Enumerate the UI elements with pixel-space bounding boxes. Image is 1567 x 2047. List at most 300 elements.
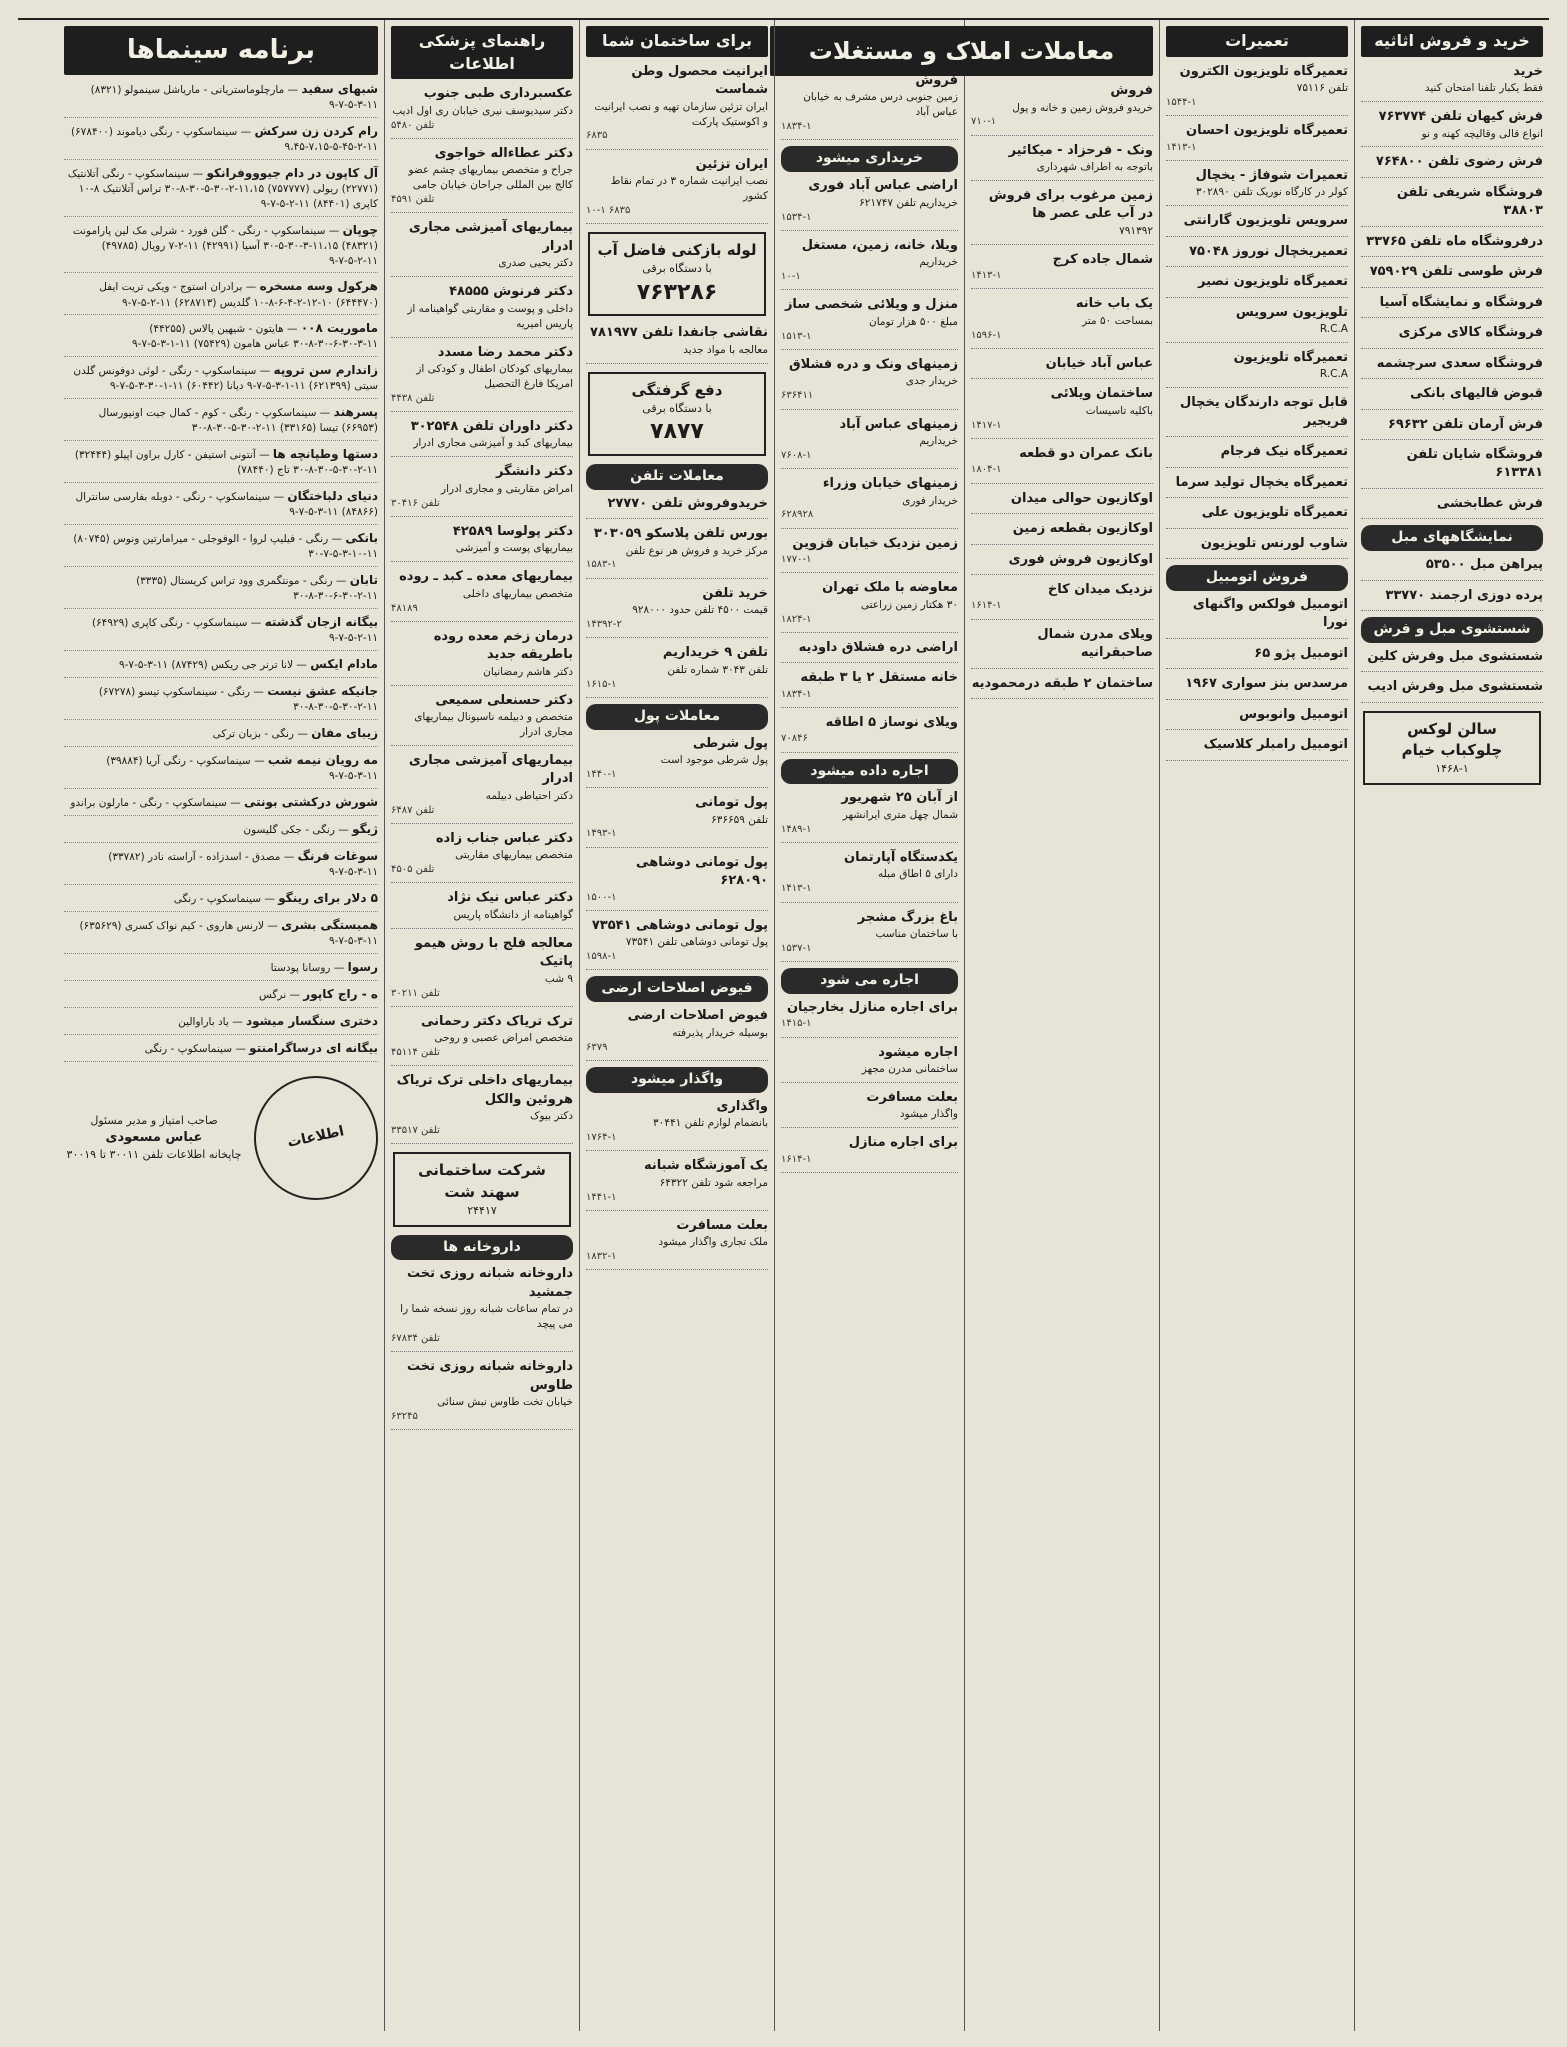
ad-title: ترک تریاک دکتر رحمانی <box>420 1013 573 1029</box>
cinema-listing <box>64 572 378 609</box>
ad-title: فیوض اصلاحات ارضی <box>627 1008 768 1024</box>
ad-body: خریدو فروش زمین و خانه و پول <box>1012 101 1153 114</box>
realestate2-ad <box>971 551 1153 575</box>
film-details: — آنتونی استیفن - کارل براون اپیلو (۳۲۴۴۴) ۱۱-۲-۳۰-۵-۳۰-۸-۳۰ تاج (۷۸۴۴۰) <box>74 449 378 477</box>
ad-body: قیمت ۴۵۰۰ تلفن حدود ۹۲۸۰۰۰ <box>632 604 768 617</box>
restaurant-box <box>1363 711 1541 785</box>
medical-ad <box>391 830 573 884</box>
cinema-listing <box>64 821 378 843</box>
film-title: آل کاپون در دام جیوووفرانکو <box>206 165 378 180</box>
ad-body: بانضمام لوازم تلفن ۳۰۴۴۱ <box>653 1117 768 1130</box>
buy-ad <box>781 296 958 350</box>
ad-body: بوسیله خریدار پذیرفته <box>672 1026 768 1039</box>
ad-title: زمین مرغوب برای فروش در آب علی عصر ها <box>988 187 1153 222</box>
ad-title: برای اجاره منازل بخارجیان <box>786 999 958 1015</box>
ad-body: ۹ شب <box>544 972 573 985</box>
assign-ad <box>586 1157 768 1211</box>
antiques-ad <box>1361 294 1543 318</box>
section-header-land: فیوض اصلاحات ارضی <box>586 976 768 1002</box>
company-line2: سهند شت <box>444 1182 520 1201</box>
header-spacer <box>781 26 958 72</box>
ad-title: پول شرطی <box>692 735 768 751</box>
ad-code: ۱۴۹۳-۱ <box>586 828 617 840</box>
section-header-furniture: نمایشگاههای مبل <box>1361 525 1543 551</box>
ad-title: داروخانه شبانه روزی تخت جمشید <box>407 1266 573 1300</box>
ad-body: کولر در کارگاه نوریک تلفن ۳۰۲۸۹۰ <box>1195 186 1348 199</box>
ad-code: ۱۸۰۴-۱ <box>971 464 1002 476</box>
ad-code: ۶۳۲۴۵ <box>391 1411 418 1423</box>
ad-body: خریدار جدی <box>905 375 958 388</box>
ad-title: فروشگاه شریفی تلفن ۳۸۸۰۳ <box>1396 184 1543 219</box>
film-details: — رنگی - جکی گلیسون <box>243 823 353 836</box>
ad-code: ۷۰۸۴۶ <box>781 733 808 745</box>
ad-code: ۱۴۱۵-۱ <box>781 1018 812 1030</box>
ad-title: فرش طوسی تلفن ۷۵۹۰۲۹ <box>1369 264 1543 280</box>
realestate2-ad <box>971 520 1153 544</box>
film-title: شبهای سفید <box>301 81 378 96</box>
ad-title: ونک - فرحزاد - میکائیر <box>1008 142 1153 158</box>
ad-title: درفروشگاه ماه تلفن ۳۳۷۶۵ <box>1366 233 1543 249</box>
realestate2-ad <box>971 581 1153 620</box>
repairs-list <box>1166 63 1348 559</box>
ad-title: زمین نزدیک خیابان قزوین <box>792 535 958 551</box>
repairs-ad <box>1166 212 1348 236</box>
wash-list <box>1361 648 1543 703</box>
section-header-construction: برای ساختمان شما <box>586 26 768 57</box>
antiques-ad <box>1361 184 1543 227</box>
wanted-ad <box>781 1044 958 1083</box>
buy-ad <box>781 416 958 470</box>
ad-code: ۶۲۸۹۲۸ <box>781 509 814 521</box>
film-title: بانکی <box>345 531 378 546</box>
repairs-ad <box>1166 349 1348 388</box>
ad-code: ۱۶۱۴-۱ <box>971 600 1002 612</box>
ad-code: ۱۴۱۳-۱ <box>781 883 812 895</box>
ad-code: تلفن ۶۷۸۳۴ <box>391 1333 440 1345</box>
ad-code: تلفن ۳۰۲۱۱ <box>391 987 440 999</box>
sale-ad <box>781 72 958 140</box>
money-ad <box>586 854 768 911</box>
medical-ad <box>391 418 573 457</box>
film-title: زاندارم سن تروپه <box>273 363 378 378</box>
film-title: جانیکه عشق نیست <box>267 683 378 698</box>
film-details: — رنگی - بزبان ترکی <box>212 727 312 740</box>
company-line1: شرکت ساختمانی <box>418 1161 546 1180</box>
assign-ad <box>586 1217 768 1271</box>
phone-list <box>586 495 768 698</box>
film-details: — سینماسکوپ - رنگی - لوئی دوفونس گلدن سیتی (۶۲۱۳۹۹) ۱۱-۱-۳-۵-۷-۹ دیانا (۶۰۴۴۲) ۱۱-۱-۳۰-۳-۵-۷-۹ <box>73 365 378 393</box>
ad-title: اتومبیل فولکس واگنهای نورا <box>1192 596 1348 631</box>
construction-ad <box>586 63 768 150</box>
ad-body: انواع قالی وقالیچه کهنه و نو <box>1421 127 1543 140</box>
antiques-ad <box>1361 263 1543 287</box>
afterbox-ad <box>586 324 768 363</box>
ad-title: درمان زخم معده روده باطریقه جدید <box>433 628 573 663</box>
medical-ad <box>391 283 573 337</box>
film-title: رسوا <box>347 959 378 974</box>
ad-title: شستشوی مبل وفرش کلین <box>1367 648 1543 664</box>
ad-title: تعمیریخچال نوروز ۷۵۰۴۸ <box>1189 243 1348 259</box>
ad-title: تلویزیون سرویس <box>1235 304 1348 320</box>
ad-code: ۱۰-۱ ۶۸۳۵ <box>586 204 631 216</box>
section-header-wanted: اجاره می شود <box>781 968 958 994</box>
ad-title: فروش <box>1110 83 1153 99</box>
ad-title: اوکازیون فروش فوری <box>1008 551 1153 567</box>
rent-list <box>781 789 958 962</box>
money-ad <box>586 735 768 789</box>
ad-title: یک باب خانه <box>1075 296 1153 312</box>
section-header-repairs: تعمیرات <box>1166 26 1348 57</box>
buy-ad <box>781 177 958 231</box>
antiques-ad <box>1361 233 1543 257</box>
masthead-footer <box>64 1068 378 1208</box>
ad-title: ویلای نوساز ۵ اطاقه <box>825 714 958 730</box>
realestate2-ad <box>971 675 1153 699</box>
ad-body: دارای ۵ اطاق مبله <box>878 868 958 881</box>
cinema-listing <box>64 890 378 912</box>
ad-title: تعمیرات شوفاژ - یخچال <box>1195 167 1348 183</box>
furniture-list <box>1361 556 1543 611</box>
ad-body: ملک تجاری واگذار میشود <box>658 1236 768 1249</box>
ad-code: تلفن ۳۰۴۱۶ <box>391 497 440 509</box>
repairs-ad <box>1166 474 1348 498</box>
medical-ad <box>391 463 573 517</box>
medical-ad <box>391 568 573 622</box>
repairs-ad <box>1166 273 1348 297</box>
ad-title: پیراهن مبل ۵۳۵۰۰ <box>1425 557 1543 573</box>
realestate2-ad <box>971 142 1153 181</box>
ad-title: بعلت مسافرت <box>676 1217 768 1233</box>
ad-title: خانه مستقل ۲ یا ۳ طبقه <box>800 670 958 686</box>
film-details: — سینماسکوپ - رنگی - گلن فورد - شرلی مک لین پارامونت (۴۸۳۲۱) ۱۱،۱۵-۳-۳۰-۵-۳۰ آسیا (۴۲۹۹۱) ۱۱-۲-۷ رویال (۴۹۷۸۵) ۱۱-۲-۵-۷-۹ <box>72 224 378 267</box>
ad-body: R.C.A <box>1319 368 1348 381</box>
medical-ad <box>391 344 573 412</box>
phone-ad <box>586 585 768 639</box>
ad-body: مراجعه شود تلفن ۶۴۳۲۲ <box>659 1176 768 1189</box>
ad-title: اراضی دره فشلاق داودیه <box>798 639 958 655</box>
medical-ad <box>391 1013 573 1067</box>
film-title: چوپان <box>342 222 378 237</box>
ad-body: مرکز خرید و فروش هر نوع تلفن <box>625 544 768 557</box>
repairs-ad <box>1166 304 1348 343</box>
antiques-ad <box>1361 153 1543 177</box>
cinema-listing <box>64 848 378 885</box>
cinema-listing <box>64 683 378 720</box>
publisher-line3: چاپخانه اطلاعات تلفن ۳۰۰۱۱ تا ۳۰۰۱۹ <box>66 1148 242 1162</box>
section-header-medical: راهنمای پزشکی اطلاعات <box>391 26 573 79</box>
antiques-ad <box>1361 446 1543 489</box>
ad-body: زمین جنوبی درس مشرف به خیابان عباس آباد <box>803 91 958 119</box>
ad-body: پول تومانی دوشاهی تلفن ۷۳۵۴۱ <box>625 936 768 949</box>
ad-code: تلفن ۵۴۸۰ <box>391 119 435 131</box>
ad-title: فرش آرمان تلفن ۶۹۶۳۲ <box>1387 416 1543 432</box>
film-title: سوغات فرنگ <box>297 848 378 863</box>
cinema-listing <box>64 752 378 789</box>
buy-ad <box>781 535 958 574</box>
ad-body: تلفن ۳۰۴۳ شماره تلفن <box>667 663 768 676</box>
construction-company-box <box>393 1152 571 1226</box>
ad-body: ۷۹۱۳۹۲ <box>1119 224 1153 237</box>
ad-title: شمال جاده کرج <box>1052 251 1153 267</box>
cinema-listing <box>64 404 378 441</box>
ad-title: فروشگاه کالای مرکزی <box>1398 325 1543 341</box>
ad-code: تلفن ۴۵۹۱ <box>391 194 435 206</box>
ad-code: ۱۵۰۰-۱ <box>586 891 617 903</box>
ad-code: ۱۶۱۴-۱ <box>781 1153 812 1165</box>
ad-title: دکتر عطاءاله خواجوی <box>434 145 573 161</box>
ad-title: تعمیرگاه تلویزیون نصیر <box>1197 274 1348 290</box>
repairs-ad <box>1166 504 1348 528</box>
medical-list <box>391 85 573 1144</box>
ad-title: دکتر عباس جناب زاده <box>435 830 573 846</box>
film-details: — سینماسکوپ - رنگی کاپری (۶۴۹۲۹) ۱۱-۲-۵-۷-۹ <box>91 616 378 644</box>
buy-ad <box>781 475 958 529</box>
drain-line1: لوله بازکنی فاضل آب <box>597 241 757 260</box>
ad-title: مرسدس بنز سواری ۱۹۶۷ <box>1185 676 1348 692</box>
film-details: — رنگی - فیلیپ لروا - الوفوجلی - میرامارتین ونوس (۸۰۷۴۵) ۱۱-۱۰-۳-۵-۷-۳۰ <box>73 533 378 561</box>
phone-ad <box>586 644 768 698</box>
ad-title: دکتر دانشگر <box>495 464 573 480</box>
buy-ad <box>781 639 958 663</box>
ad-title: داروخانه شبانه روزی تخت طاوس <box>407 1359 573 1393</box>
cinema-listing <box>64 917 378 954</box>
ad-title: ایران تزئین <box>695 156 768 172</box>
realestate2-list <box>971 82 1153 699</box>
ad-code: ۱۷۷۰-۱ <box>781 554 812 566</box>
ad-title: پرده دوزی ارجمند ۳۳۷۷۰ <box>1385 587 1543 603</box>
ad-body: تلفن ۶۳۶۶۵۹ <box>711 813 768 826</box>
film-details: — سینماسکوپ - رنگی - مارلون براندو <box>70 796 244 809</box>
pharmacy-ad <box>391 1265 573 1352</box>
land-ad <box>586 1007 768 1061</box>
ad-body: در تمام ساعات شبانه روز نسخه شما را می پیچد <box>400 1303 573 1331</box>
money-list <box>586 735 768 971</box>
film-details: — مصدق - اسدزاده - آراسته نادر (۳۳۷۸۲) ۱۱-۳-۵-۷-۹ <box>108 850 378 878</box>
money-ad <box>586 917 768 971</box>
film-details: — سینماسکوپ - رنگی <box>144 1042 250 1055</box>
ad-body: خریداریم تلفن ۶۲۱۷۴۷ <box>859 196 958 209</box>
ad-code: تلفن ۳۳۵۱۷ <box>391 1125 440 1137</box>
after-box-list <box>586 324 768 363</box>
ad-code: ۱۵۱۳-۱ <box>781 330 812 342</box>
film-title: دنیای دلباختگان <box>287 489 378 504</box>
ad-code: تلفن ۴۴۳۸ <box>391 392 435 404</box>
film-details: — سینماسکوپ - رنگی آتلانتیک (۲۲۷۷۱) ریولی (۷۵۷۷۷۷) ۱۱،۱۵-۲-۳۰-۵-۳۰-۸-۳۰ تراس آتلانتیک ۸-۱۰ کاپری (۸۴۴۰۱) ۱۱-۲-۵-۷-۹ <box>67 167 378 210</box>
medical-ad <box>391 219 573 277</box>
buy-ad <box>781 579 958 633</box>
buy-ad <box>781 237 958 291</box>
ad-title: قبوض قالیهای بانکی <box>1410 386 1543 402</box>
cinema-listing <box>64 320 378 357</box>
ad-title: سرویس تلویزیون گارانتی <box>1183 213 1348 229</box>
rent-ad <box>781 789 958 843</box>
restaurant-line2: چلوکباب خیام <box>1401 741 1503 760</box>
ad-title: پول تومانی دوشاهی ۷۳۵۴۱ <box>591 917 768 933</box>
section-header-phone: معاملات تلفن <box>586 464 768 490</box>
clog-box <box>588 372 766 456</box>
ad-title: اراضی عباس آباد فوری <box>808 178 958 194</box>
ad-body: گواهینامه از دانشگاه پاریس <box>453 908 573 921</box>
ad-title: تعمیرگاه تلویزیون احسان <box>1186 123 1348 139</box>
ad-code: ۱۴۳۹۲-۲ <box>586 618 622 630</box>
ad-title: تعمیرگاه یخچال تولید سرما <box>1175 474 1348 490</box>
ad-title: تعمیرگاه تلویزیون الکترون <box>1179 63 1348 79</box>
antiques-ad <box>1361 108 1543 147</box>
ad-title: از آبان ۲۵ شهریور <box>841 790 958 806</box>
medical-ad <box>391 85 573 139</box>
film-details: — رنگی - سینماسکوپ تیسو (۶۷۲۷۸) ۱۱-۲-۳۰-۵-۳۰-۸-۳۰ <box>98 685 378 713</box>
film-title: بیگانه ازجان گذشته <box>264 614 378 629</box>
film-details: — نرگس <box>259 988 304 1001</box>
film-details: — لارنس هاروی - کیم نواک کسری (۶۳۵۶۲۹) ۱۱-۳-۵-۷-۹ <box>79 919 378 947</box>
ad-code: ۱۶۱۵-۱ <box>586 678 617 690</box>
ad-title: تعمیرگاه تلویزیون <box>1233 349 1348 365</box>
cinema-listing <box>64 614 378 651</box>
ad-body: متخصص بیماریهای داخلی <box>462 587 573 600</box>
auto-ad <box>1166 645 1348 669</box>
ad-code: ۱۴۴۰-۱ <box>586 768 617 780</box>
auto-ad <box>1166 706 1348 730</box>
ad-title: زمینهای ونک و دره فشلاق <box>788 356 958 372</box>
column-cinema <box>58 20 384 2031</box>
ad-title: یکدستگاه آپارتمان <box>844 849 958 865</box>
ad-title: بیماریهای داخلی ترک تریاک هروئین والکل <box>396 1073 573 1107</box>
film-title: زیبای مفان <box>311 725 378 740</box>
ad-title: عکسبرداری طبی جنوب <box>423 86 573 102</box>
wash-ad <box>1361 678 1543 702</box>
antiques-ad <box>1361 385 1543 409</box>
ad-body: معالجه با مواد جدید <box>683 343 768 356</box>
ad-body: باتوجه به اطراف شهرداری <box>1036 161 1153 174</box>
section-header-auto: فروش اتومبیل <box>1166 565 1348 591</box>
ad-title: معاوضه با ملک تهران <box>822 580 958 596</box>
ad-body: بیماریهای کودکان اطفال و کودکی از امریکا فارغ التحصیل <box>416 362 573 390</box>
film-title: همبستگی بشری <box>281 917 378 932</box>
drain-line3: ۷۶۳۲۸۶ <box>636 279 718 305</box>
ad-body: بیماریهای کبد و آمیزشی مجاری ادرار <box>413 437 573 450</box>
film-details: — لانا ترنر جی ریکس (۸۷۴۲۹) ۱۱-۳-۵-۷-۹ <box>118 658 311 671</box>
section-header-antiques: خرید و فروش اثاثیه <box>1361 26 1543 57</box>
ad-code: ۱۴۱۳-۱ <box>971 270 1002 282</box>
ad-body: بیماریهای پوست و آمیزشی <box>455 542 573 555</box>
film-details: — روسانا پودستا <box>270 961 348 974</box>
ad-title: قابل توجه دارندگان یخچال فریجیر <box>1179 395 1348 429</box>
ad-title: زمینهای عباس آباد <box>839 416 958 432</box>
film-title: پسرهند <box>333 405 378 420</box>
ad-body: جراح و متخصص بیماریهای چشم عضو کالج بین المللی جراحان خیابان جامی <box>408 164 573 192</box>
ad-code: ۷۶۰۸-۱ <box>781 449 812 461</box>
cinema-list <box>64 81 378 1062</box>
ad-body: خیابان تخت طاوس نبش سنائی <box>437 1396 573 1409</box>
ad-title: فرش رضوی تلفن ۷۶۴۸۰۰ <box>1375 154 1543 170</box>
ad-body: بمساحت ۵۰ متر <box>1082 314 1153 327</box>
auto-list <box>1166 596 1348 761</box>
pharmacy-list <box>391 1265 573 1430</box>
repairs-ad <box>1166 122 1348 161</box>
repairs-ad <box>1166 167 1348 206</box>
ad-code: ۱۵۸۳-۱ <box>586 559 617 571</box>
cinema-listing <box>64 362 378 399</box>
ad-title: اجاره میشود <box>878 1044 958 1060</box>
film-details: — یاد باراوالین <box>178 1015 246 1028</box>
drain-line2: با دستگاه برقی <box>642 262 712 276</box>
assign-ad <box>586 1098 768 1152</box>
ad-title: تعمیرگاه تلویزیون علی <box>1201 505 1348 521</box>
ad-title: دکتر عباس نیک نژاد <box>447 890 573 906</box>
film-details: — سینماسکوپ - رنگی آریا (۳۹۸۸۴) ۱۱-۳-۵-۷-۹ <box>106 754 378 782</box>
ad-title: نزدیک میدان کاخ <box>1047 581 1153 597</box>
ad-code: ۶۸۳۵ <box>586 130 608 142</box>
ad-code: ۱۵۹۶-۱ <box>971 329 1002 341</box>
column-construction <box>579 20 774 2031</box>
film-title: تابان <box>349 573 378 588</box>
medical-ad <box>391 935 573 1007</box>
cinema-listing <box>64 656 378 678</box>
ad-title: برای اجاره منازل <box>848 1135 958 1151</box>
phone-ad <box>586 495 768 519</box>
ad-body: امراض مقاربتی و مجاری ادرار <box>441 482 573 495</box>
drain-box <box>588 232 766 316</box>
ad-title: اتومبیل وانوبوس <box>1239 706 1348 722</box>
ad-title: فروشگاه و نمایشگاه آسیا <box>1379 294 1543 310</box>
column-repairs <box>1159 20 1354 2031</box>
ad-title: بعلت مسافرت <box>866 1089 958 1105</box>
ad-body: داخلی و پوست و مقاربتی گواهینامه از پاریس امیریه <box>407 302 573 330</box>
ad-code: ۱۰-۱ <box>781 271 801 283</box>
medical-ad <box>391 523 573 562</box>
ad-body: نصب ایرانیت شماره ۳ در تمام نقاط کشور <box>610 175 768 202</box>
ad-code: ۱۵۹۸-۱ <box>586 951 617 963</box>
section-header-pharmacy: داروخانه ها <box>391 1235 573 1261</box>
ad-body: دکتر یحیی صدری <box>498 257 573 270</box>
cinema-listing <box>64 123 378 160</box>
furniture-ad <box>1361 556 1543 580</box>
ad-body: متخصص بیماریهای مقاربتی <box>455 849 573 862</box>
ad-title: بورس تلفن پلاسکو ۳۰۳۰۵۹ <box>593 526 768 542</box>
realestate2-ad <box>971 355 1153 379</box>
ad-title: فرش عطابخشی <box>1436 495 1543 511</box>
ad-title: بیماریهای آمیزشی مجاری ادرار <box>408 220 573 254</box>
ad-title: نقاشی جانفدا تلفن ۷۸۱۹۷۷ <box>590 325 768 341</box>
ad-body: خریداریم <box>919 434 958 447</box>
ad-body: تلفن ۷۵۱۱۶ <box>1296 82 1348 95</box>
realestate2-ad <box>971 626 1153 669</box>
ad-title: اتومبیل رامبلر کلاسیک <box>1203 737 1348 753</box>
clog-line3: ۷۸۷۷ <box>650 419 704 445</box>
ad-code: ۱۵۳۷-۱ <box>781 942 812 954</box>
repairs-ad <box>1166 394 1348 437</box>
ad-body: خریداریم <box>919 256 958 269</box>
cinema-listing <box>64 488 378 525</box>
restaurant-line3: ۱۴۶۸-۱ <box>1435 762 1469 776</box>
ad-title: باغ بزرگ مشجر <box>857 909 958 925</box>
film-details: — سینماسکوپ - رنگی <box>173 892 279 905</box>
film-title: ژیگو <box>352 821 378 836</box>
publisher-block <box>64 1113 244 1163</box>
film-title: مه رویان نیمه شب <box>267 752 378 767</box>
film-title: هرکول وسه مسخره <box>259 279 378 294</box>
ad-title: شستشوی مبل وفرش ادیب <box>1367 679 1543 695</box>
ad-title: اتومبیل پژو ۶۵ <box>1254 645 1348 661</box>
realestate2-ad <box>971 490 1153 514</box>
film-details: — سینماسکوپ - رنگی - دوبله بفارسی سانترال (۸۴۸۶۶) ۱۱-۳-۵-۷-۹ <box>75 491 378 519</box>
wanted-ad <box>781 999 958 1038</box>
company-line3: ۲۴۴۱۷ <box>467 1203 497 1217</box>
auto-ad <box>1166 596 1348 639</box>
ad-code: ۱۵۴۴-۱ <box>1166 97 1197 109</box>
ad-title: تعمیرگاه نیک فرجام <box>1220 444 1348 460</box>
ad-code: تلفن ۴۵۰۵ <box>391 864 435 876</box>
